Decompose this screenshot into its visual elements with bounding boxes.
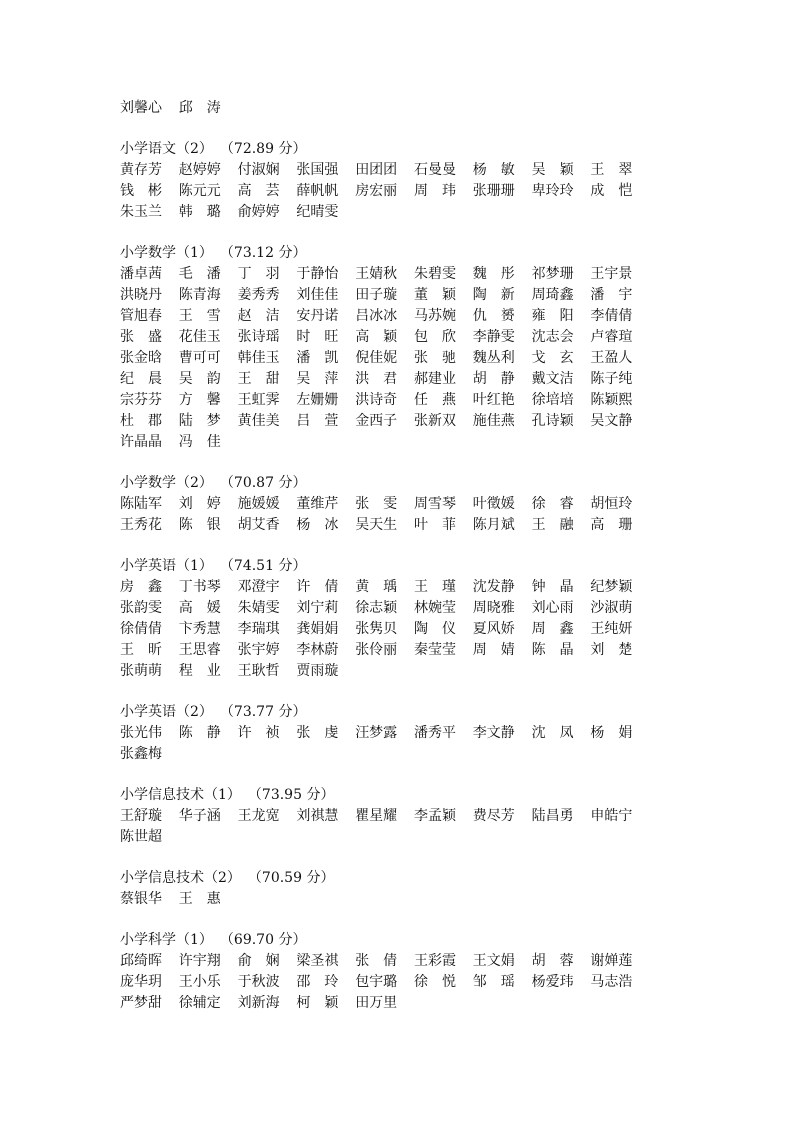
person-name: 徐倩倩: [120, 621, 162, 637]
person-name: 张伶丽: [355, 642, 398, 658]
person-name: 陈颖熙: [590, 392, 633, 408]
person-name: 杨爱玮: [531, 974, 574, 990]
person-name: 陈青海: [178, 287, 221, 303]
subject-section: [120, 785, 680, 848]
person-name: 丁 羽: [237, 266, 280, 282]
person-name: 钱 彬: [120, 183, 162, 199]
person-name: 龚娟娟: [296, 621, 339, 637]
person-name: 纪晴雯: [296, 204, 339, 220]
section-heading: [120, 556, 680, 577]
name-row: [120, 369, 680, 390]
section-heading: [120, 930, 680, 951]
person-name: 魏丛利: [472, 350, 515, 366]
person-name: 曹可可: [178, 350, 221, 366]
person-name: 冯 佳: [178, 434, 221, 450]
name-row: [120, 640, 680, 661]
person-name: 胡 静: [472, 371, 515, 387]
person-name: 陈陆军: [120, 496, 162, 512]
person-name: 吴 萍: [296, 371, 339, 387]
person-name: 王龙宽: [237, 808, 280, 824]
name-row: [120, 327, 680, 348]
person-name: 金西子: [355, 413, 398, 429]
subject-section: [120, 556, 680, 682]
person-name: 房 鑫: [120, 579, 162, 595]
section-score: （73.12 分）: [226, 245, 307, 261]
name-row: [120, 744, 680, 765]
person-name: 高 颖: [355, 329, 398, 345]
person-name: 钟 晶: [531, 579, 574, 595]
person-name: 张 驰: [413, 350, 456, 366]
person-name: 许 祯: [237, 725, 280, 741]
name-row: [120, 264, 680, 285]
name-row: [120, 494, 680, 515]
person-name: 赵婷婷: [178, 162, 221, 178]
person-name: 程 业: [178, 663, 221, 679]
person-name: 包宇璐: [355, 974, 398, 990]
person-name: 秦莹莹: [413, 642, 456, 658]
person-name: 谢婵莲: [590, 953, 633, 969]
person-name: 张新双: [413, 413, 456, 429]
person-name: 李倩倩: [590, 308, 633, 324]
section-score: （72.89 分）: [226, 141, 307, 157]
name-row: [120, 577, 680, 598]
name-row: [120, 160, 680, 181]
person-name: 田团团: [355, 162, 398, 178]
person-name: 王思睿: [178, 642, 221, 658]
subject-section: [120, 243, 680, 453]
name-row: [120, 661, 680, 682]
person-name: 方 馨: [178, 392, 221, 408]
person-name: 卑玲玲: [531, 183, 574, 199]
person-name: 徐 悦: [413, 974, 456, 990]
person-name: 杜 郡: [120, 413, 162, 429]
person-name: 叶红艳: [472, 392, 515, 408]
person-name: 施媛媛: [237, 496, 280, 512]
person-name: 朱玉兰: [120, 204, 162, 220]
person-name: 潘秀平: [413, 725, 456, 741]
person-name: 马志浩: [590, 974, 633, 990]
person-name: 胡恒玲: [590, 496, 633, 512]
person-name: 祁梦珊: [531, 266, 574, 282]
person-name: 韩佳玉: [237, 350, 280, 366]
person-name: 吕冰冰: [355, 308, 398, 324]
person-name: 马苏婉: [413, 308, 456, 324]
section-heading: [120, 243, 680, 264]
person-name: 周 鑫: [531, 621, 574, 637]
name-row: [120, 993, 680, 1014]
person-name: 卞秀慧: [178, 621, 221, 637]
person-name: 王小乐: [178, 974, 221, 990]
person-name: 陆昌勇: [531, 808, 574, 824]
person-name: 刘祺慧: [296, 808, 339, 824]
person-name: 张萌萌: [120, 663, 162, 679]
person-name: 宗芬芬: [120, 392, 162, 408]
subject-title: 小学语文（2）: [120, 141, 213, 157]
person-name: 黄佳美: [237, 413, 280, 429]
person-name: 徐 睿: [531, 496, 574, 512]
subject-title: 小学数学（1）: [120, 245, 213, 261]
person-name: 黄 瑀: [355, 579, 398, 595]
person-name: 董 颖: [413, 287, 456, 303]
person-name: 王盈人: [590, 350, 633, 366]
subject-section: [120, 702, 680, 765]
name-list-content: [120, 98, 680, 1034]
person-name: 沈志会: [531, 329, 574, 345]
person-name: 毛 潘: [178, 266, 221, 282]
person-name: 刘 婷: [178, 496, 221, 512]
person-name: 吕 萱: [296, 413, 339, 429]
person-name: 李林蔚: [296, 642, 339, 658]
subject-title: 小学信息技术（2）: [120, 870, 241, 886]
person-name: 贾雨璇: [296, 663, 339, 679]
person-name: 卢睿瑄: [590, 329, 633, 345]
name-row: [120, 348, 680, 369]
person-name: 徐辅定: [178, 995, 221, 1011]
person-name: 张珊珊: [472, 183, 515, 199]
person-name: 李静雯: [472, 329, 515, 345]
section-heading: [120, 473, 680, 494]
person-name: 陈元元: [178, 183, 221, 199]
person-name: 刘 楚: [590, 642, 633, 658]
person-name: 潘卓茜: [120, 266, 162, 282]
person-name: 张 倩: [355, 953, 398, 969]
person-name: 王文娟: [472, 953, 515, 969]
person-name: 李孟颖: [413, 808, 456, 824]
person-name: 王彩霞: [413, 953, 456, 969]
subject-title: 小学英语（2）: [120, 704, 213, 720]
person-name: 王秀花: [120, 517, 162, 533]
person-name: 陶 新: [472, 287, 515, 303]
person-name: 许宇翔: [178, 953, 221, 969]
person-name: 张金晗: [120, 350, 162, 366]
person-name: 高 芸: [237, 183, 280, 199]
person-name: 叶 菲: [413, 517, 456, 533]
person-name: 仇 赟: [472, 308, 515, 324]
person-name: 王 翠: [590, 162, 633, 178]
name-row: [120, 306, 680, 327]
person-name: 张光伟: [120, 725, 162, 741]
section-score: （73.77 分）: [226, 704, 307, 720]
person-name: 魏 彤: [472, 266, 515, 282]
person-name: 张 虔: [296, 725, 339, 741]
person-name: 洪诗奇: [355, 392, 398, 408]
person-name: 纪梦颖: [590, 579, 633, 595]
person-name: 李瑞琪: [237, 621, 280, 637]
name-row: [120, 285, 680, 306]
person-name: 杨 娟: [590, 725, 633, 741]
person-name: 邓澄宇: [237, 579, 280, 595]
person-name: 石曼曼: [413, 162, 456, 178]
person-name: 邱绮晖: [120, 953, 162, 969]
person-name: 吴 颖: [531, 162, 574, 178]
person-name: 沈发静: [472, 579, 515, 595]
section-heading: [120, 868, 680, 889]
person-name: 刘馨心: [120, 100, 162, 116]
person-name: 高 媛: [178, 600, 221, 616]
person-name: 赵 洁: [237, 308, 280, 324]
person-name: 刘心雨: [531, 600, 574, 616]
subject-title: 小学信息技术（1）: [120, 787, 241, 803]
person-name: 申皓宁: [590, 808, 633, 824]
person-name: 刘宁莉: [296, 600, 339, 616]
person-name: 朱碧雯: [413, 266, 456, 282]
person-name: 姜秀秀: [237, 287, 280, 303]
person-name: 刘新海: [237, 995, 280, 1011]
person-name: 左姗姗: [296, 392, 339, 408]
name-row: [120, 432, 680, 453]
person-name: 董维芹: [296, 496, 339, 512]
person-name: 吴 韵: [178, 371, 221, 387]
person-name: 胡 蓉: [531, 953, 574, 969]
person-name: 蔡银华: [120, 891, 162, 907]
section-score: （69.70 分）: [226, 932, 307, 948]
subject-title: 小学数学（2）: [120, 475, 213, 491]
person-name: 任 燕: [413, 392, 456, 408]
section-score: （70.87 分）: [226, 475, 307, 491]
name-row: [120, 390, 680, 411]
person-name: 王 甜: [237, 371, 280, 387]
person-name: 于秋波: [237, 974, 280, 990]
name-row: [120, 619, 680, 640]
person-name: 周雪琴: [413, 496, 456, 512]
subject-title: 小学英语（1）: [120, 558, 213, 574]
section-heading: [120, 785, 680, 806]
section-score: （73.95 分）: [254, 787, 335, 803]
person-name: 张宇婷: [237, 642, 280, 658]
name-row: [120, 411, 680, 432]
first-line-section: [120, 98, 680, 119]
subject-title: 小学科学（1）: [120, 932, 213, 948]
person-name: 华子涵: [178, 808, 221, 824]
name-row: [120, 889, 680, 910]
person-name: 包 欣: [413, 329, 456, 345]
person-name: 王宇景: [590, 266, 633, 282]
person-name: 施佳燕: [472, 413, 515, 429]
person-name: 严梦甜: [120, 995, 162, 1011]
person-name: 俞婷婷: [237, 204, 280, 220]
person-name: 瞿星耀: [355, 808, 398, 824]
section-score: （74.51 分）: [226, 558, 307, 574]
person-name: 倪佳妮: [355, 350, 398, 366]
person-name: 柯 颖: [296, 995, 339, 1011]
person-name: 叶徵媛: [472, 496, 515, 512]
name-row: [120, 951, 680, 972]
person-name: 张诗瑶: [237, 329, 280, 345]
person-name: 刘佳佳: [296, 287, 339, 303]
person-name: 俞 娴: [237, 953, 280, 969]
person-name: 戴文洁: [531, 371, 574, 387]
person-name: 张 雯: [355, 496, 398, 512]
section-heading: [120, 702, 680, 723]
person-name: 吴文静: [590, 413, 633, 429]
person-name: 王 昕: [120, 642, 162, 658]
subject-section: [120, 473, 680, 536]
person-name: 张 盛: [120, 329, 162, 345]
person-name: 周晓雅: [472, 600, 515, 616]
name-row: [120, 972, 680, 993]
person-name: 潘 凯: [296, 350, 339, 366]
subject-section: [120, 868, 680, 910]
person-name: 田万里: [355, 995, 398, 1011]
person-name: 杨 冰: [296, 517, 339, 533]
person-name: 费尽芳: [472, 808, 515, 824]
person-name: 王虹霁: [237, 392, 280, 408]
person-name: 林婉莹: [413, 600, 456, 616]
person-name: 纪 晨: [120, 371, 162, 387]
person-name: 周 婧: [472, 642, 515, 658]
person-name: 朱婧雯: [237, 600, 280, 616]
person-name: 孔诗颖: [531, 413, 574, 429]
person-name: 庞华玥: [120, 974, 162, 990]
person-name: 胡艾香: [237, 517, 280, 533]
person-name: 薛帆帆: [296, 183, 339, 199]
person-name: 成 恺: [590, 183, 633, 199]
person-name: 周 玮: [413, 183, 456, 199]
name-row: [120, 515, 680, 536]
name-row: [120, 806, 680, 827]
person-name: 洪晓丹: [120, 287, 162, 303]
name-row: [120, 598, 680, 619]
person-name: 王 雪: [178, 308, 221, 324]
person-name: 徐志颖: [355, 600, 398, 616]
name-row: [120, 181, 680, 202]
person-name: 夏风娇: [472, 621, 515, 637]
person-name: 沈 凤: [531, 725, 574, 741]
subject-section: [120, 139, 680, 223]
person-name: 陶 仪: [413, 621, 456, 637]
person-name: 雍 阳: [531, 308, 574, 324]
person-name: 邵 玲: [296, 974, 339, 990]
person-name: 田子璇: [355, 287, 398, 303]
person-name: 潘 宇: [590, 287, 633, 303]
person-name: 王舒璇: [120, 808, 162, 824]
person-name: 陈 晶: [531, 642, 574, 658]
person-name: 陈世超: [120, 829, 162, 845]
person-name: 陈 银: [178, 517, 221, 533]
person-name: 丁书琴: [178, 579, 221, 595]
person-name: 洪 君: [355, 371, 398, 387]
person-name: 付淑娴: [237, 162, 280, 178]
person-name: 徐培培: [531, 392, 574, 408]
person-name: 时 旺: [296, 329, 339, 345]
person-name: 王纯妍: [590, 621, 633, 637]
section-heading: [120, 139, 680, 160]
name-row: [120, 723, 680, 744]
person-name: 邱 涛: [178, 100, 221, 116]
person-name: 王 融: [531, 517, 574, 533]
person-name: 戈 玄: [531, 350, 574, 366]
person-name: 王婧秋: [355, 266, 398, 282]
person-name: 房宏丽: [355, 183, 398, 199]
subject-section: [120, 930, 680, 1014]
person-name: 于静怡: [296, 266, 339, 282]
person-name: 安丹诺: [296, 308, 339, 324]
person-name: 周琦鑫: [531, 287, 574, 303]
person-name: 王 瑾: [413, 579, 456, 595]
person-name: 陆 梦: [178, 413, 221, 429]
person-name: 许晶晶: [120, 434, 162, 450]
section-score: （70.59 分）: [254, 870, 335, 886]
person-name: 李文静: [472, 725, 515, 741]
name-row: [120, 202, 680, 223]
person-name: 陈月斌: [472, 517, 515, 533]
person-name: 张鑫梅: [120, 746, 162, 762]
person-name: 吴天生: [355, 517, 398, 533]
person-name: 郝建业: [413, 371, 456, 387]
person-name: 王耿哲: [237, 663, 280, 679]
person-name: 陈 静: [178, 725, 221, 741]
person-name: 张韵雯: [120, 600, 162, 616]
sections-container: [120, 139, 680, 1014]
person-name: 管旭春: [120, 308, 162, 324]
person-name: 陈子纯: [590, 371, 633, 387]
person-name: 邹 瑶: [472, 974, 515, 990]
person-name: 张隽贝: [355, 621, 398, 637]
person-name: 汪梦露: [355, 725, 398, 741]
person-name: 张国强: [296, 162, 339, 178]
person-name: 王 惠: [178, 891, 221, 907]
person-name: 梁圣祺: [296, 953, 339, 969]
person-name: 黄存芳: [120, 162, 162, 178]
person-name: 花佳玉: [178, 329, 221, 345]
person-name: 杨 敏: [472, 162, 515, 178]
person-name: 高 珊: [590, 517, 633, 533]
person-name: 沙淑萌: [590, 600, 633, 616]
person-name: 许 倩: [296, 579, 339, 595]
name-row: [120, 827, 680, 848]
person-name: 韩 璐: [178, 204, 221, 220]
first-line-row: [120, 98, 680, 119]
